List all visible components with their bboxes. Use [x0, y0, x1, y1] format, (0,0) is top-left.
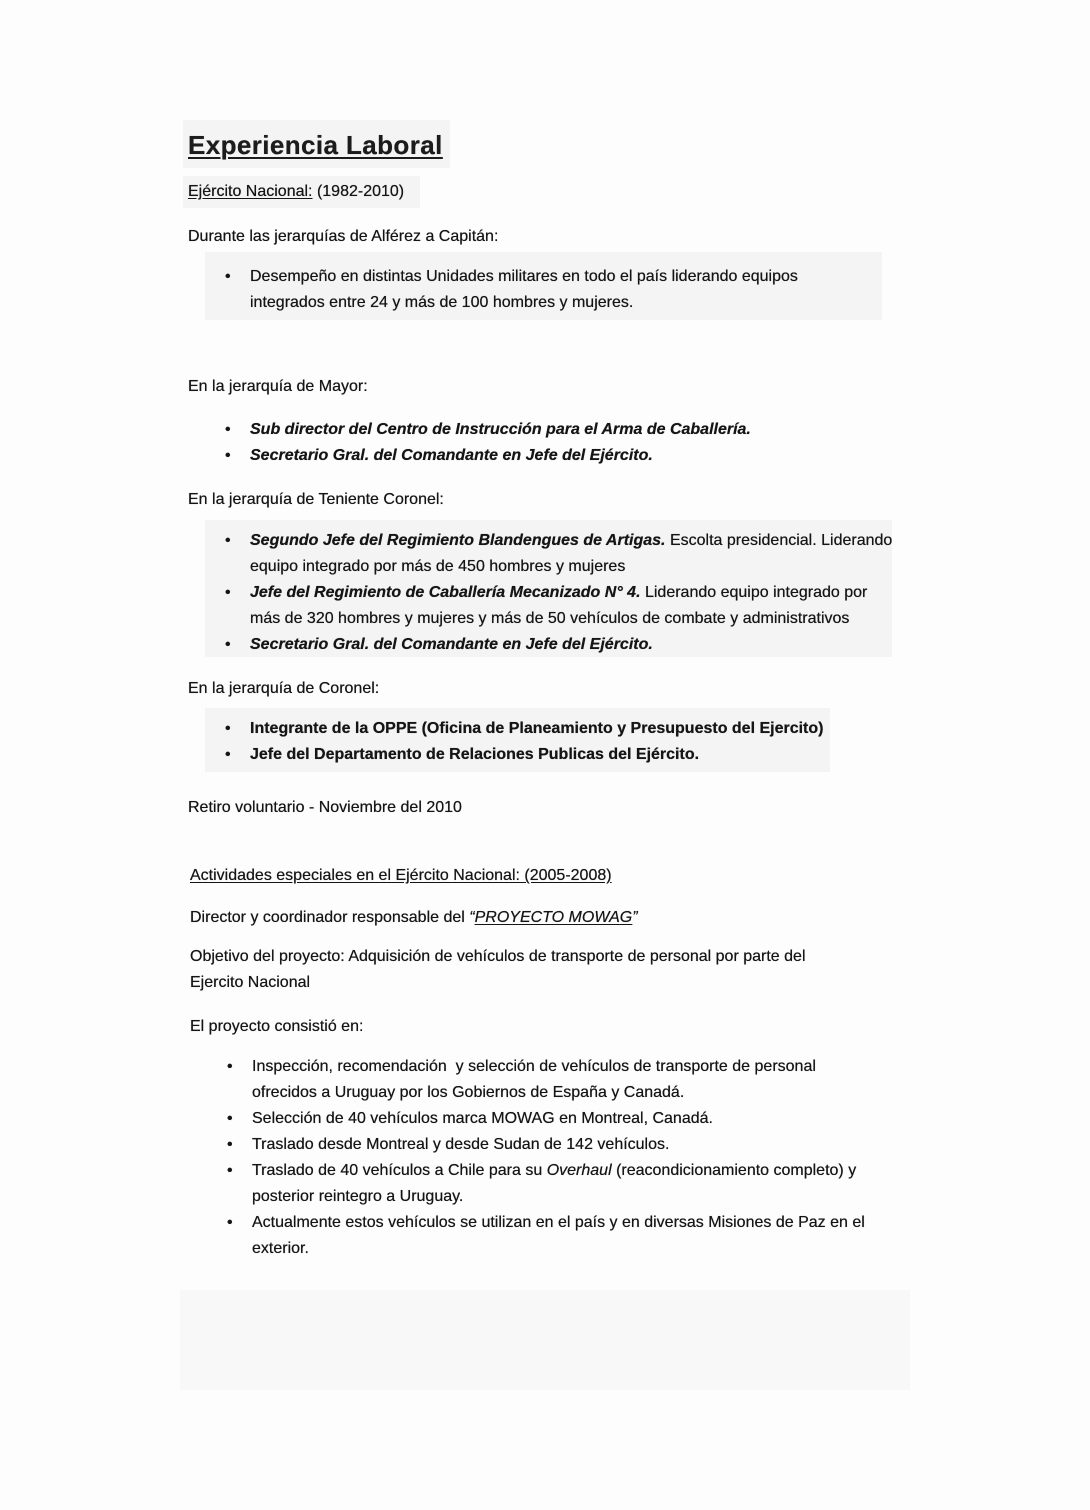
list-item-line: ofrecidos a Uruguay por los Gobiernos de España y Canadá. — [252, 1084, 685, 1101]
list-item-text: (reacondicionamiento completo) y — [616, 1162, 857, 1179]
project-objective — [190, 944, 806, 996]
list-item — [188, 742, 823, 768]
list-item — [188, 443, 751, 469]
list-item — [188, 264, 798, 316]
list-item-line: integrados entre 24 y más de 100 hombres y mujeres. — [250, 294, 634, 311]
list-item-line: exterior. — [252, 1240, 309, 1257]
list-item-line: • Selección de 40 vehículos marca MOWAG en Montreal, Canadá. — [252, 1110, 713, 1127]
list-item — [190, 1210, 865, 1262]
project-name: PROYECTO MOWAG — [474, 909, 633, 926]
employer-heading — [188, 179, 404, 205]
list-item-line: • Desempeño en distintas Unidades militares en todo el país liderando equipos — [250, 268, 798, 285]
project-objective-line: Ejercito Nacional — [190, 974, 311, 991]
role-title: • Jefe del Departamento de Relaciones Publicas del Ejército. — [250, 746, 700, 763]
overhaul-term: Overhaul — [546, 1162, 612, 1179]
project-role-prefix: Director y coordinador responsable del — [190, 909, 465, 926]
retirement-note: Retiro voluntario - Noviembre del 2010 — [188, 799, 462, 816]
rank-label-mayor: En la jerarquía de Mayor: — [188, 378, 368, 395]
list-item — [188, 632, 892, 658]
role-title: • Sub director del Centro de Instrucción para el Arma de Caballería. — [250, 421, 751, 438]
employer-name: Ejército Nacional: — [188, 183, 313, 200]
project-scope-list — [190, 1054, 865, 1262]
list-item — [190, 1054, 865, 1106]
list-item-line: • Traslado desde Montreal y desde Sudan de 142 vehículos. — [252, 1136, 670, 1153]
role-detail: Escolta presidencial. Liderando — [669, 532, 893, 549]
list-item-line: • Inspección, recomendación y selección de vehículos de transporte de personal — [252, 1058, 816, 1075]
quote-open: “ — [469, 909, 475, 926]
list-item — [188, 580, 892, 632]
list-item — [188, 716, 823, 742]
rank-label-teniente-coronel: En la jerarquía de Teniente Coronel: — [188, 491, 444, 508]
project-role-line — [190, 905, 638, 931]
special-activities-heading: Actividades especiales en el Ejército Nacional: (2005-2008) — [190, 867, 612, 884]
list-item-line — [250, 580, 892, 606]
list-item — [190, 1158, 865, 1210]
role-title: • Integrante de la OPPE (Oficina de Planeamiento y Presupuesto del Ejercito) — [250, 720, 824, 737]
role-title: • Secretario Gral. del Comandante en Jefe del Ejército. — [250, 447, 653, 464]
list-item — [188, 528, 892, 580]
list-item-text: Traslado de 40 vehículos a Chile para su — [252, 1162, 543, 1179]
rank-list-mayor — [188, 417, 751, 469]
role-detail: Liderando equipo integrado por — [644, 584, 868, 601]
project-scope-label: El proyecto consistió en: — [190, 1018, 364, 1035]
role-title: Segundo Jefe del Regimiento Blandengues de Artigas. — [250, 532, 666, 549]
role-title: • Secretario Gral. del Comandante en Jefe del Ejército. — [250, 636, 653, 653]
rank-list-teniente-coronel — [188, 528, 892, 658]
list-item — [188, 417, 751, 443]
employer-heading-line — [188, 179, 404, 205]
employment-period: (1982-2010) — [316, 183, 405, 200]
list-item — [190, 1106, 865, 1132]
rank-list-coronel — [188, 716, 823, 768]
scan-shade — [180, 1290, 910, 1390]
rank-label-alferez-capitan: Durante las jerarquías de Alférez a Capitán: — [188, 228, 499, 245]
project-role — [190, 905, 638, 931]
list-item — [190, 1132, 865, 1158]
role-detail: más de 320 hombres y mujeres y más de 50 vehículos de combate y administrativos — [250, 610, 850, 627]
project-objective-line: Objetivo del proyecto: Adquisición de vehículos de transporte de personal por parte del — [190, 948, 806, 965]
role-title: Jefe del Regimiento de Caballería Mecanizado N° 4. — [250, 584, 641, 601]
page-title: Experiencia Laboral — [188, 130, 443, 160]
list-item-line — [250, 528, 892, 554]
list-item-line: posterior reintegro a Uruguay. — [252, 1188, 464, 1205]
list-item-line: • Actualmente estos vehículos se utilizan en el país y en diversas Misiones de Paz en el — [252, 1214, 865, 1231]
role-detail: equipo integrado por más de 450 hombres y mujeres — [250, 558, 626, 575]
rank-list-alferez-capitan — [188, 264, 798, 316]
quote-close: ” — [632, 909, 638, 926]
list-item-line — [252, 1158, 865, 1184]
rank-label-coronel: En la jerarquía de Coronel: — [188, 680, 380, 697]
